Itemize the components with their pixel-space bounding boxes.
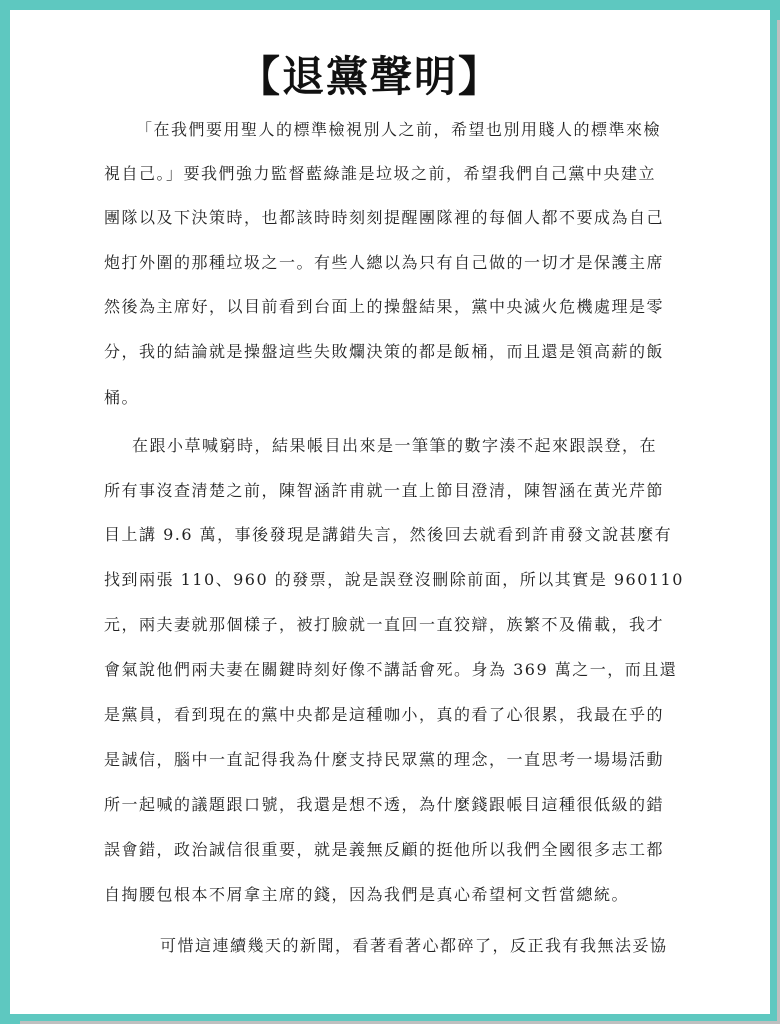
body-line: 是誠信，腦中一直記得我為什麼支持民眾黨的理念，一直思考一場場活動: [104, 750, 665, 769]
body-line: 元，兩夫妻就那個樣子，被打臉就一直回一直狡辯，族繁不及備載，我才: [104, 615, 665, 634]
body-line: 「在我們要用聖人的標準檢視別人之前，希望也別用賤人的標準來檢: [136, 120, 662, 139]
document-title: 【退黨聲明】: [238, 52, 503, 101]
body-line: 然後為主席好，以目前看到台面上的操盤結果，黨中央滅火危機處理是零: [104, 297, 665, 316]
body-line: 桶。: [104, 388, 140, 407]
body-line: 炮打外圍的那種垃圾之一。有些人總以為只有自己做的一切才是保護主席: [104, 253, 665, 272]
body-line: 誤會錯，政治誠信很重要，就是義無反顧的挺他所以我們全國很多志工都: [104, 840, 665, 859]
body-line: 所一起喊的議題跟口號，我還是想不透，為什麼錢跟帳目這種很低級的錯: [104, 795, 665, 814]
body-line: 可惜這連續幾天的新聞，看著看著心都碎了，反正我有我無法妥協: [160, 936, 668, 955]
body-line: 所有事沒查清楚之前，陳智涵許甫就一直上節目澄清，陳智涵在黃光芹節: [104, 481, 665, 500]
body-line: 找到兩張 110、960 的發票，說是誤登沒刪除前面，所以其實是 960110: [104, 570, 684, 589]
body-line: 會氣說他們兩夫妻在關鍵時刻好像不講話會死。身為 369 萬之一，而且還: [104, 660, 678, 679]
body-line: 自掏腰包根本不屑拿主席的錢，因為我們是真心希望柯文哲當總統。: [104, 885, 630, 904]
body-line: 是黨員，看到現在的黨中央都是這種咖小，真的看了心很累，我最在乎的: [104, 705, 665, 724]
body-line: 在跟小草喊窮時，結果帳目出來是一筆筆的數字湊不起來跟誤登，在: [132, 436, 658, 455]
body-line: 分，我的結論就是操盤這些失敗爛決策的都是飯桶，而且還是領高薪的飯: [104, 342, 665, 361]
body-line: 目上講 9.6 萬，事後發現是講錯失言，然後回去就看到許甫發文說甚麼有: [104, 525, 673, 544]
body-line: 視自己。」要我們強力監督藍綠誰是垃圾之前，希望我們自己黨中央建立: [104, 164, 657, 183]
body-line: 團隊以及下決策時，也都該時時刻刻提醒團隊裡的每個人都不要成為自己: [104, 208, 665, 227]
